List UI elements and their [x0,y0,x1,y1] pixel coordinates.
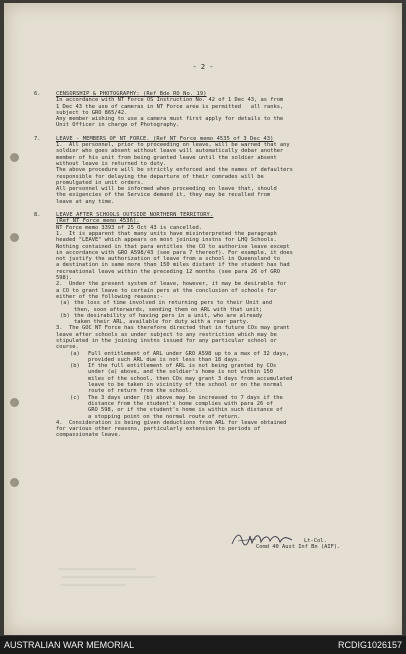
text-line: in accordance with GRO A598/43 (see para 7 thereof). For example, it does [56,249,293,256]
text-line: 2. Under the present system of leave, however, it may be desirable for [56,281,287,288]
text-line: either of the following reasons:- [56,293,164,300]
rule-item [56,363,369,394]
text-line: compassionate leave. [56,432,121,439]
archive-footer [0,636,406,654]
text-line: headed "LEAVE" which appears on most joining instns for LHQ Schools. [56,237,277,244]
reason-item [56,313,369,326]
text-line: recreational leave within the preceding 12 months (see para 26 of GRO [56,268,280,275]
document-body [34,91,369,446]
text-line: 1. It is apparent that many units have misinterpreted the paragraph [56,230,277,237]
text-line: NT Force memo 3393 of 25 Oct 43 is cancelled. [56,224,203,231]
item-marker: (b) [70,363,80,370]
reason-item [56,300,369,313]
item-marker: (c) [70,394,80,401]
section-subheading: (Ref NT Force memo 4536). [56,218,140,225]
text-line: Full entitlement of ARL under GRO A598 up to a max of 32 days, [88,350,290,357]
footer-record-id: RCDIG1026157 [337,640,402,650]
faded-stamp [56,563,176,593]
section-leave-nt-force [34,136,369,205]
text-line: taken their ARL, available for duty with a rear party. [74,319,250,326]
section-censorship [34,91,369,129]
text-line: then, soon afterwards, sending them on ARL with that unit; [74,306,263,313]
section-heading: CENSORSHIP & PHOTOGRAPHY: (Ref Bde RO No. 19) [56,91,207,97]
rule-item [56,395,369,420]
text-line: 3. The GOC NT Force has therefore directed that in future COs may grant [56,325,290,332]
text-line: without leave is returned to duty. [56,160,167,167]
text-line: leave to be taken in vicinity of the school or on the normal [88,382,283,389]
signature-unit: Comd 40 Aust Inf Bn (AIF). [256,544,341,551]
text-line: 1 Dec 43 the use of cameras in NT Force area is permitted all ranks, [56,103,284,110]
text-line: under (a) above, and the soldier's home is not within 150 [88,369,273,376]
section-number: 7. [34,135,41,142]
section-heading: LEAVE - MEMBERS OF NT FORCE. (Ref NT Force memo 4535 of 3 Dec 43) [56,135,274,142]
punch-hole [10,398,19,407]
text-line: responsible for delaying the departure of their comrades will be [56,173,264,180]
text-line: stipulated in the joining instns issued for any particular school or [56,337,277,344]
text-line: not justify the authorization of leave from a school in Queensland to [56,256,280,263]
text-line: provided such ARL due is not less than 18 days. [88,356,241,363]
text-line: a stopping point on the normal route of return. [88,413,241,420]
text-line: 598). [56,275,73,282]
text-line: In accordance with NT Force OS Instruction No. 42 of 1 Dec 43, as from [56,97,284,104]
text-line: Unit Officer in charge of Photography. [56,122,180,129]
text-line: member of his unit from being granted leave until the soldier absent [56,154,277,161]
text-line: the desirability of having pers in a unit, who are already [74,312,263,319]
text-line: The 3 days under (b) above may be increased to 7 days if the [88,394,283,401]
signature-block [256,538,340,551]
section-number: 8. [34,212,41,219]
punch-hole [10,478,19,487]
text-line: If the full entitlement of ARL is not being granted by COs [88,363,277,370]
text-line: All personnel will be informed when proceeding on leave that, should [56,186,277,193]
text-line: subject to GRO 865/42. [56,109,128,116]
text-line: the exigencies of the Service demand it, they may be recalled from [56,192,271,199]
text-line: the loss of time involved in returning pers to their Unit and [74,300,272,307]
text-line: for various other reasons, particularly extension to periods of [56,426,261,433]
punch-hole [10,153,19,162]
text-line: distance from the student's home complies with para 26 of [88,400,273,407]
item-marker: (a) [70,350,80,357]
document-page [4,3,402,635]
punch-hole [10,233,19,242]
section-leave-after-schools [34,212,369,439]
signature-rank: Lt-Col. [304,538,327,544]
text-line: soldier who goes absent without leave will automatically debar another [56,148,284,155]
text-line: GRO 598, or if the student's home is within such distance of [88,407,283,414]
text-line: Nothing contained in that para entitles the CO to authorise leave except [56,243,290,250]
text-line: 4. Consideration is being given deductions from ARL for leave obtained [56,419,287,426]
rule-item [56,351,369,364]
page-number: - 2 - [192,63,214,71]
text-line: Any member wishing to use a camera must first apply for details to the [56,116,284,123]
text-line: course. [56,344,79,351]
section-number: 6. [34,91,41,97]
text-line: promulgated in unit orders. [56,179,144,186]
text-line: a CO to grant leave to certain pers at the conclusion of schools for [56,287,277,294]
text-line: miles of the school, then COs may grant 3 days from accumulated [88,375,293,382]
text-line: leave after schools as under subject to any restriction which may be [56,331,277,338]
text-line: 1. All personnel, prior to proceeding on leave, will be warned that any [56,142,290,149]
item-marker: (a) [60,300,70,307]
footer-source: AUSTRALIAN WAR MEMORIAL [4,640,135,650]
text-line: leave at any time. [56,198,115,205]
text-line: route of return from the school. [88,388,192,395]
item-marker: (b) [60,312,70,319]
text-line: The above procedure will be strictly enforced and the names of defaulters [56,167,293,174]
text-line: a destination in same more than 150 miles distant if the student has had [56,262,290,269]
punch-holes [10,3,24,635]
section-heading: LEAVE AFTER SCHOOLS OUTSIDE NORTHERN TERRITORY. [56,212,214,219]
